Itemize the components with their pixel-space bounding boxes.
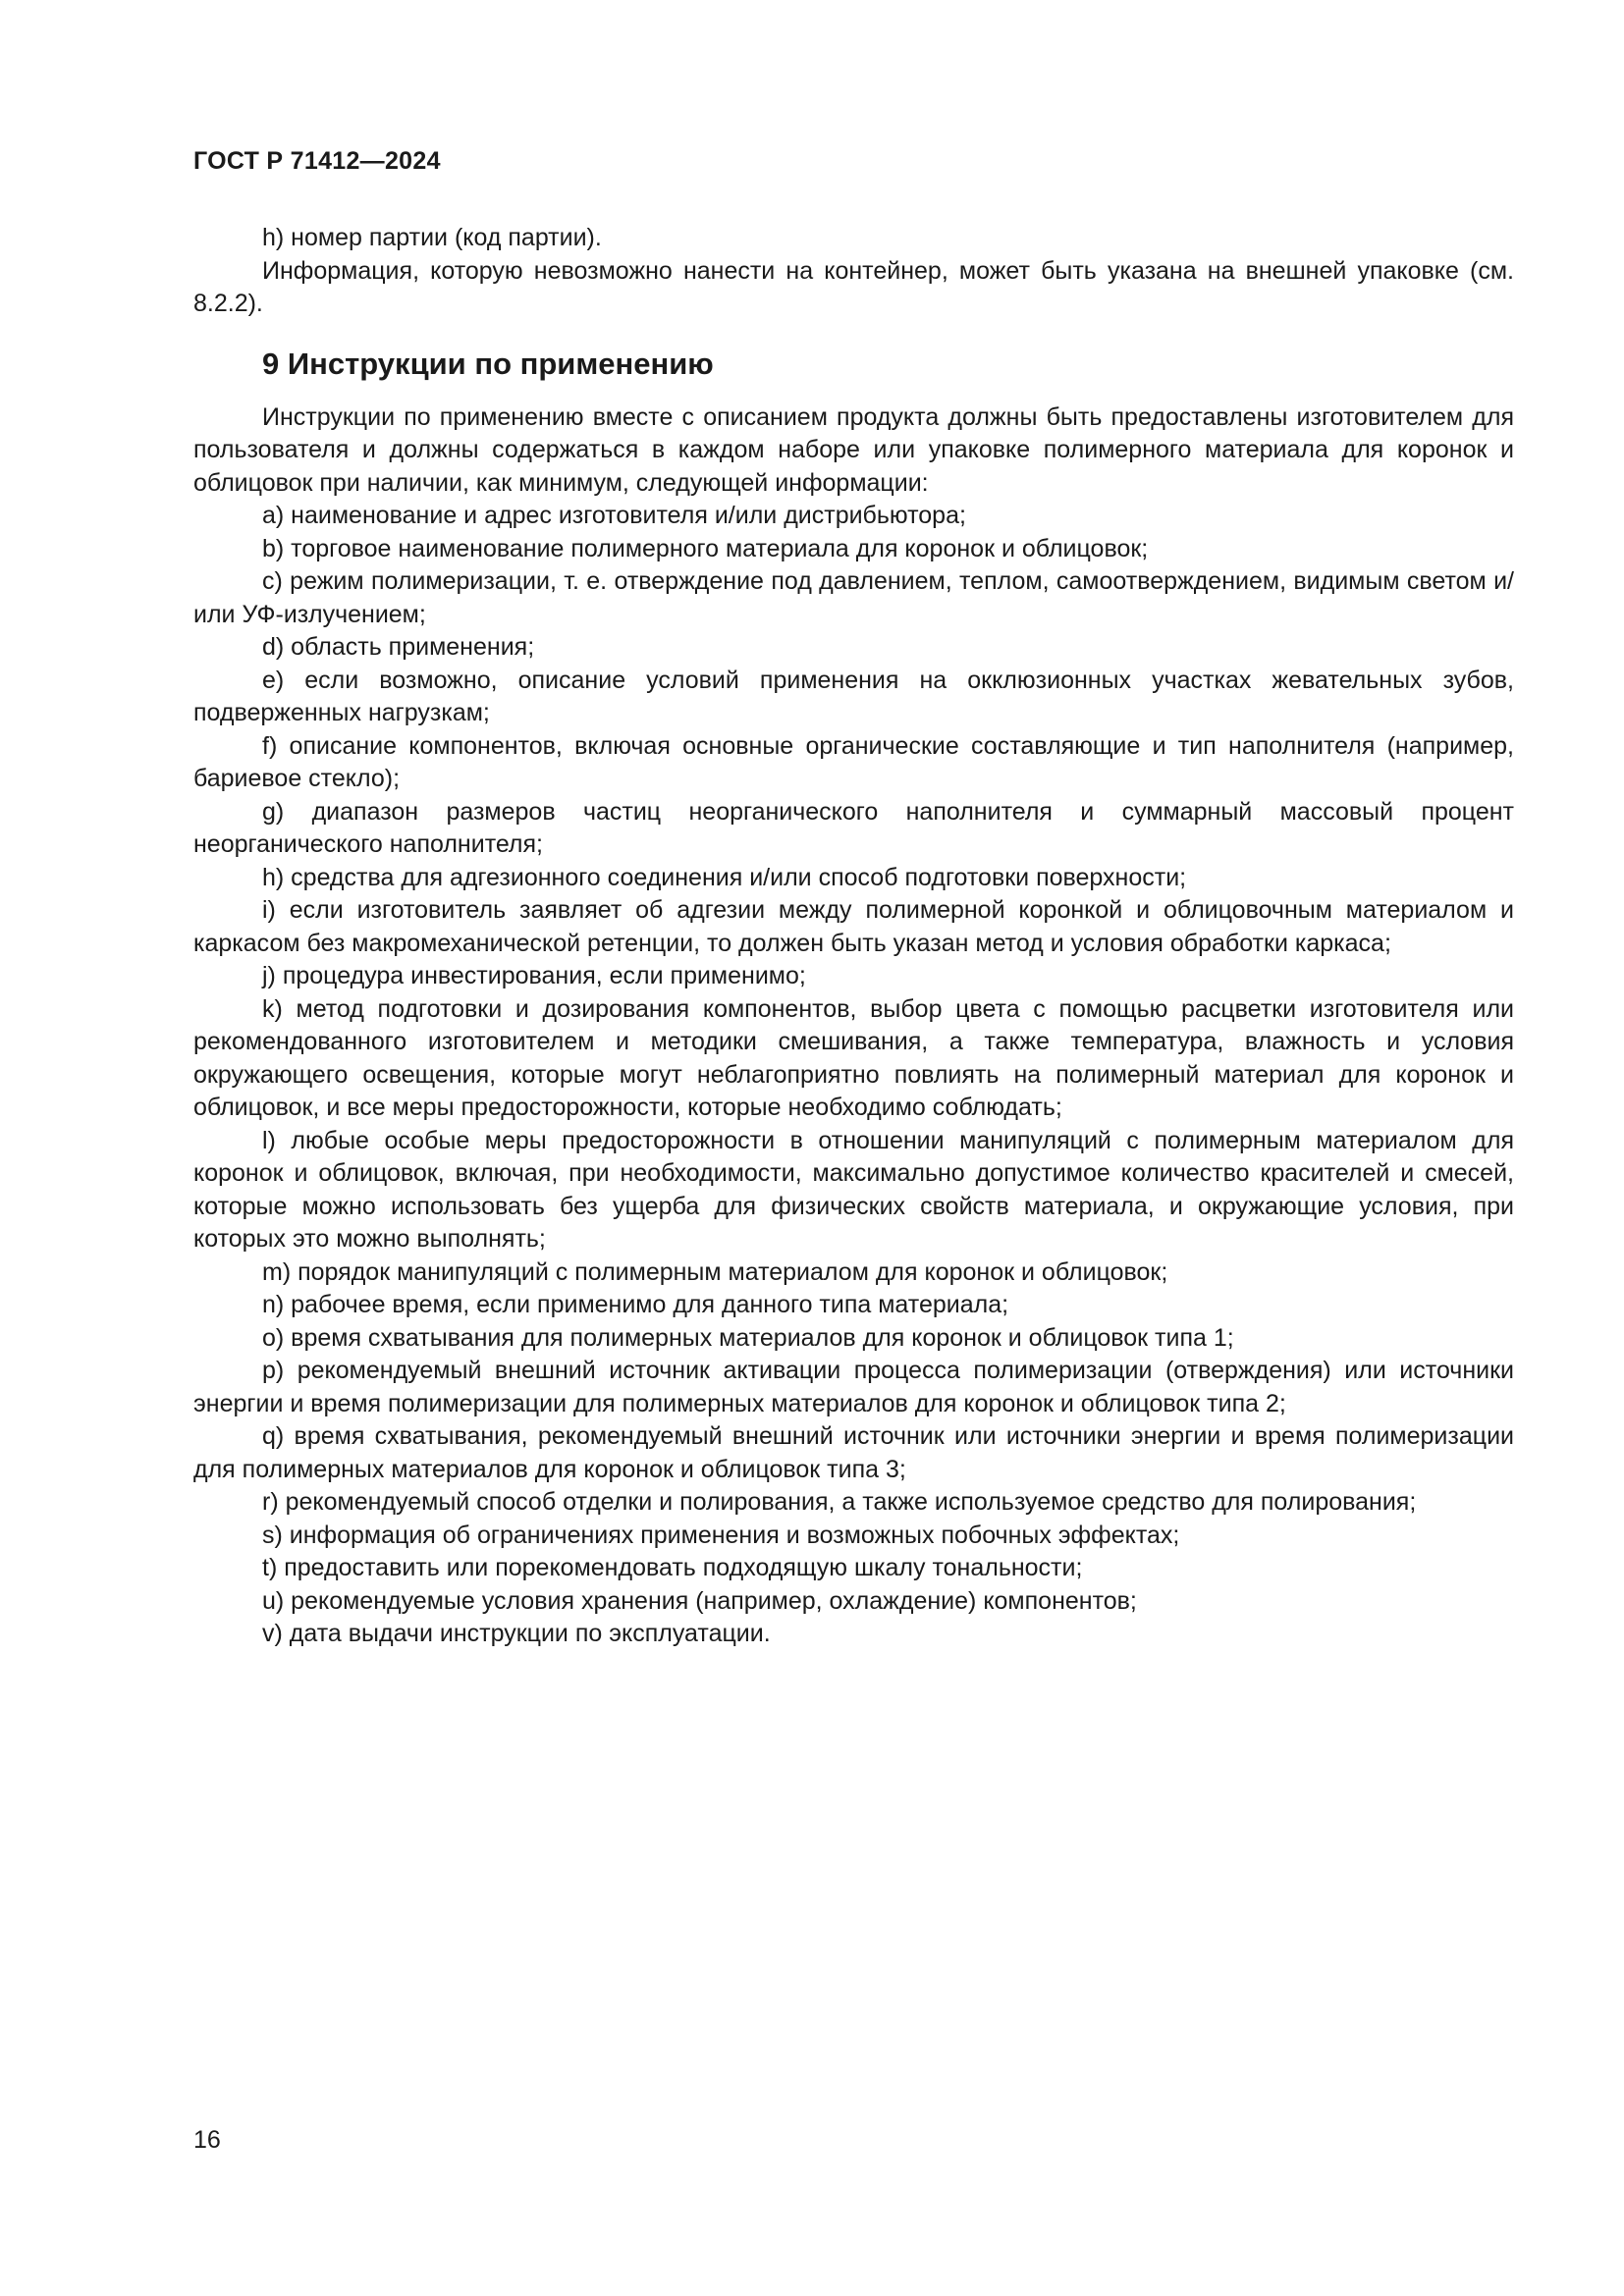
section-title: 9 Инструкции по применению bbox=[262, 346, 714, 381]
list-item: r) рекомендуемый способ отделки и полирования, а также используемое средство для полирования; bbox=[262, 1488, 1417, 1516]
list-item: p) рекомендуемый внешний источник активации процесса полимеризации (отверждения) или источники энергии и время полимеризации для полимерных материалов для коронок и облицовок типа 2; bbox=[193, 1357, 1514, 1417]
list-item: q) время схватывания, рекомендуемый внешний источник или источники энергии и время полимеризации для полимерных материалов для коронок и облицовок типа 3; bbox=[193, 1422, 1514, 1483]
list-item: f) описание компонентов, включая основные органические составляющие и тип наполнителя (например, бариевое стекло); bbox=[193, 731, 1514, 792]
list-item: j) процедура инвестирования, если применимо; bbox=[262, 962, 806, 989]
list-item: n) рабочее время, если применимо для данного типа материала; bbox=[262, 1291, 1009, 1318]
list-item: g) диапазон размеров частиц неорганического наполнителя и суммарный массовый процент неорганического наполнителя; bbox=[193, 797, 1514, 858]
document-body bbox=[193, 222, 1514, 1651]
list-item: c) режим полимеризации, т. е. отверждение под давлением, теплом, самоотверждением, видимым светом и/или УФ-излучением; bbox=[193, 567, 1514, 628]
list-item: k) метод подготовки и дозирования компонентов, выбор цвета с помощью расцветки изготовителя или рекомендованного изготовителем и методики смешивания, а также температура, влажность и условия окружающего освещения, которые могут неблагоприятно повлиять на полимерный материал для коронок и облицовок, и все меры предосторожности, которые необходимо соблюдать; bbox=[193, 994, 1514, 1121]
list-item: b) торговое наименование полимерного материала для коронок и облицовок; bbox=[262, 534, 1149, 562]
list-item: l) любые особые меры предосторожности в отношении манипуляций с полимерным материалом для коронок и облицовок, включая, при необходимости, максимально допустимое количество красителей и смесей, которые можно использовать без ущерба для физических свойств материала, и окружающие условия, при которых это можно выполнять; bbox=[193, 1126, 1514, 1253]
list-item: e) если возможно, описание условий применения на окклюзионных участках жевательных зубов, подверженных нагрузкам; bbox=[193, 666, 1514, 726]
page-number: 16 bbox=[193, 2126, 221, 2154]
list-item: o) время схватывания для полимерных материалов для коронок и облицовок типа 1; bbox=[262, 1323, 1234, 1352]
list-item: t) предоставить или порекомендовать подходящую шкалу тональности; bbox=[262, 1554, 1083, 1581]
list-item: m) порядок манипуляций с полимерным материалом для коронок и облицовок; bbox=[262, 1257, 1168, 1286]
list-item: v) дата выдачи инструкции по эксплуатации. bbox=[262, 1620, 771, 1647]
paragraph: Информация, которую невозможно нанести на контейнер, может быть указана на внешней упаковке (см. 8.2.2). bbox=[193, 256, 1514, 317]
document-header: ГОСТ Р 71412—2024 bbox=[193, 147, 441, 175]
section-intro: Инструкции по применению вместе с описанием продукта должны быть предоставлены изготовителем для пользователя и должны содержаться в каждом наборе или упаковке полимерного материала для коронок и облицовок при наличии, как минимум, следующей информации: bbox=[193, 402, 1514, 497]
list-item: a) наименование и адрес изготовителя и/или дистрибьютора; bbox=[262, 502, 966, 529]
list-item: i) если изготовитель заявляет об адгезии между полимерной коронкой и облицовочным материалом и каркасом без макромеханической ретенции, то должен быть указан метод и условия обработки каркаса; bbox=[193, 896, 1514, 957]
list-item: s) информация об ограничениях применения и возможных побочных эффектах; bbox=[262, 1521, 1180, 1549]
list-item: h) средства для адгезионного соединения и/или способ подготовки поверхности; bbox=[262, 863, 1187, 891]
requirements-list bbox=[193, 500, 1514, 1651]
list-item: d) область применения; bbox=[262, 633, 535, 661]
list-item: u) рекомендуемые условия хранения (например, охлаждение) компонентов; bbox=[262, 1586, 1137, 1615]
paragraph: h) номер партии (код партии). bbox=[262, 224, 602, 251]
